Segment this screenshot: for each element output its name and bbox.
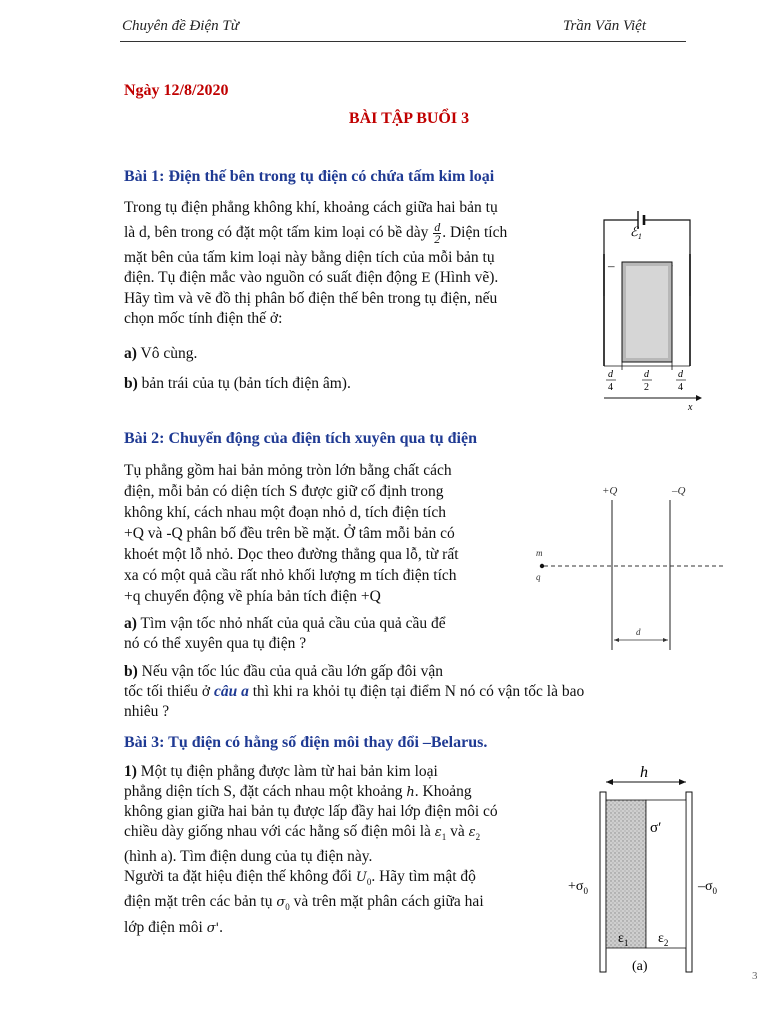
ex3-line [124, 822, 560, 848]
dim-label: 2 [644, 382, 649, 393]
ex3-line-part: điện mặt trên các bản tụ [124, 893, 273, 911]
axis-label: x [688, 402, 693, 412]
plus-sigma-label: $+\sigma_0$ [568, 879, 588, 896]
eps2-label: $\varepsilon_2$ [658, 931, 669, 948]
charge-label: q [536, 572, 541, 582]
question-label: b) [124, 663, 138, 680]
ex3-line-part: phẳng diện tích S, đặt cách nhau một khoảng [124, 782, 403, 800]
ex1-line [124, 268, 564, 289]
symbol-u: U [355, 869, 367, 885]
emf-symbol: E [421, 271, 431, 286]
ex2-text [124, 460, 508, 607]
ex2-line: +Q và -Q phân bố đều trên bề mặt. Ở tâm mỗi bản có [124, 525, 455, 542]
subscript: 0 [366, 876, 372, 887]
ex1-question-b [124, 374, 351, 394]
part-label: 1) [124, 763, 137, 780]
header-topic: Chuyên đề Điện Từ [122, 18, 239, 34]
ex3-line-part: lớp điện môi [124, 918, 203, 936]
subscript: 0 [285, 902, 290, 913]
minus-sigma-label: $-\sigma_0$ [698, 879, 718, 896]
ex1-line-part: điện. Tụ điện mắc vào nguồn có suất điện động [124, 269, 418, 286]
ex3-line [124, 782, 560, 803]
session-title: BÀI TẬP BUỔI 3 [348, 110, 470, 127]
emf-label: ℰ$_1$ [630, 224, 642, 241]
fraction-d-over-2: $\frac{d}{2}$ [434, 219, 441, 246]
subscript: 1 [441, 831, 447, 842]
question-text: tốc tối thiểu ở [124, 683, 211, 700]
ex1-line-part: là d, bên trong có đặt một tấm kim loại có bề dày [124, 224, 429, 241]
subscript: 2 [475, 831, 481, 842]
question-label: a) [124, 345, 137, 362]
ex1-line [124, 218, 564, 248]
ex2-question-a [124, 614, 508, 654]
question-text: Nếu vận tốc lúc đầu của quả cầu lớn gấp đôi vận [141, 663, 443, 680]
ex3-line-part: và trên mặt phân cách giữa hai [293, 893, 484, 911]
ex3-line-part: chiều dày giống nhau với các hằng số điện môi là [124, 822, 431, 840]
page-number: 3 [752, 970, 758, 982]
dim-label: d [678, 369, 683, 380]
session-date: Ngày 12/8/2020 [124, 82, 229, 99]
h-label: h [640, 764, 648, 781]
figure-caption: (a) [632, 959, 648, 974]
ex1-text [124, 198, 564, 329]
ex2-title: Bài 2: Chuyển động của điện tích xuyên qua tụ điện [124, 430, 477, 447]
distance-label: d [636, 627, 641, 637]
ex1-title: Bài 1: Điện thế bên trong tụ điện có chứa tấm kim loại [124, 168, 495, 185]
ex3-line: không gian giữa hai bản tụ được lấp đầy hai lớp điện môi có [124, 803, 498, 820]
minus-sign: – [608, 258, 615, 273]
ex3-line [124, 867, 560, 893]
question-line: nó có thể xuyên qua tụ điện ? [124, 635, 307, 652]
ex2-line: điện, mỗi bản có diện tích S được giữ cố định trong [124, 483, 444, 500]
plus-q-label: +Q [602, 485, 618, 497]
symbol-sigma: σ [276, 895, 286, 911]
ex2-plates-figure [530, 480, 730, 660]
symbol-sigma-prime: σ' [206, 920, 220, 936]
ex3-line-part: Người ta đặt hiệu điện thế không đổi [124, 867, 352, 885]
dim-label: 4 [608, 382, 613, 393]
question-line [124, 614, 508, 634]
ex2-line: +q chuyển động về phía bản tích điện +Q [124, 588, 381, 605]
question-text: Tìm vận tốc nhỏ nhất của quả cầu của quả cầu để [140, 615, 446, 632]
ex3-dielectric-figure [566, 760, 746, 990]
eps1-label: $\varepsilon_1$ [618, 931, 629, 948]
ex3-line-part: . [219, 918, 224, 936]
minus-q-label: –Q [672, 485, 686, 497]
ex1-line: Hãy tìm và vẽ đồ thị phân bố điện thế bên trong tụ điện, nếu [124, 290, 498, 307]
page-header [120, 16, 686, 42]
question-label: b) [124, 375, 138, 392]
question-text: Vô cùng. [140, 345, 198, 362]
dim-label: d [644, 369, 649, 380]
ex3-text [124, 762, 560, 938]
ex3-title: Bài 3: Tụ điện có hằng số điện môi thay đổi –Belarus. [124, 734, 488, 751]
ex3-line-part: Một tụ điện phẳng được làm từ hai bản kim loại [140, 763, 438, 780]
ex1-line: chọn mốc tính điện thế ở: [124, 310, 283, 327]
question-line: nhiêu ? [124, 703, 170, 720]
ex2-line: không khí, cách nhau một đoạn nhỏ d, tích điện tích [124, 504, 446, 521]
mass-label: m [536, 548, 543, 558]
question-label: a) [124, 615, 137, 632]
ex3-line-part: và [450, 822, 465, 840]
question-ref: câu a [214, 683, 249, 700]
ex3-line: (hình a). Tìm điện dung của tụ điện này. [124, 848, 373, 866]
dim-label: d [608, 369, 613, 380]
ex1-question-a [124, 344, 197, 364]
ex3-line [124, 762, 560, 782]
dim-label: 4 [678, 382, 683, 393]
header-author: Trần Văn Việt [562, 18, 646, 34]
ex1-line-part: . Diện tích [442, 224, 508, 241]
sigma-prime-label: σ′ [650, 820, 662, 836]
ex2-line: Tụ phẳng gồm hai bản mỏng tròn lớn bằng chất cách [124, 462, 452, 479]
question-text: bản trái của tụ (bản tích điện âm). [141, 375, 351, 392]
ex3-line-part: . Khoảng [414, 782, 472, 800]
symbol-h: h [406, 784, 415, 800]
ex1-line: mặt bên của tấm kim loại này bằng diện tích của mỗi bản tụ [124, 249, 495, 266]
ex2-line: khoét một lỗ nhỏ. Dọc theo đường thẳng qua lỗ, từ rất [124, 546, 459, 563]
question-text: thì khi ra khỏi tụ điện tại điểm N nó có vận tốc là bao [252, 683, 585, 700]
ex1-line: Trong tụ điện phẳng không khí, khoảng cách giữa hai bản tụ [124, 199, 498, 216]
ex2-question-b [124, 662, 724, 722]
ex3-line [124, 892, 560, 918]
ex3-line [124, 918, 560, 939]
ex3-line-part: . Hãy tìm mật độ [371, 867, 476, 885]
question-line [124, 682, 724, 702]
ex2-line: xa có một quả cầu rất nhỏ khối lượng m tích điện tích [124, 567, 457, 584]
symbol-epsilon: ε [468, 824, 476, 840]
ex1-line-part: (Hình vẽ). [434, 269, 499, 286]
symbol-epsilon: ε [434, 824, 442, 840]
question-line [124, 662, 724, 682]
ex1-capacitor-figure [586, 206, 708, 412]
